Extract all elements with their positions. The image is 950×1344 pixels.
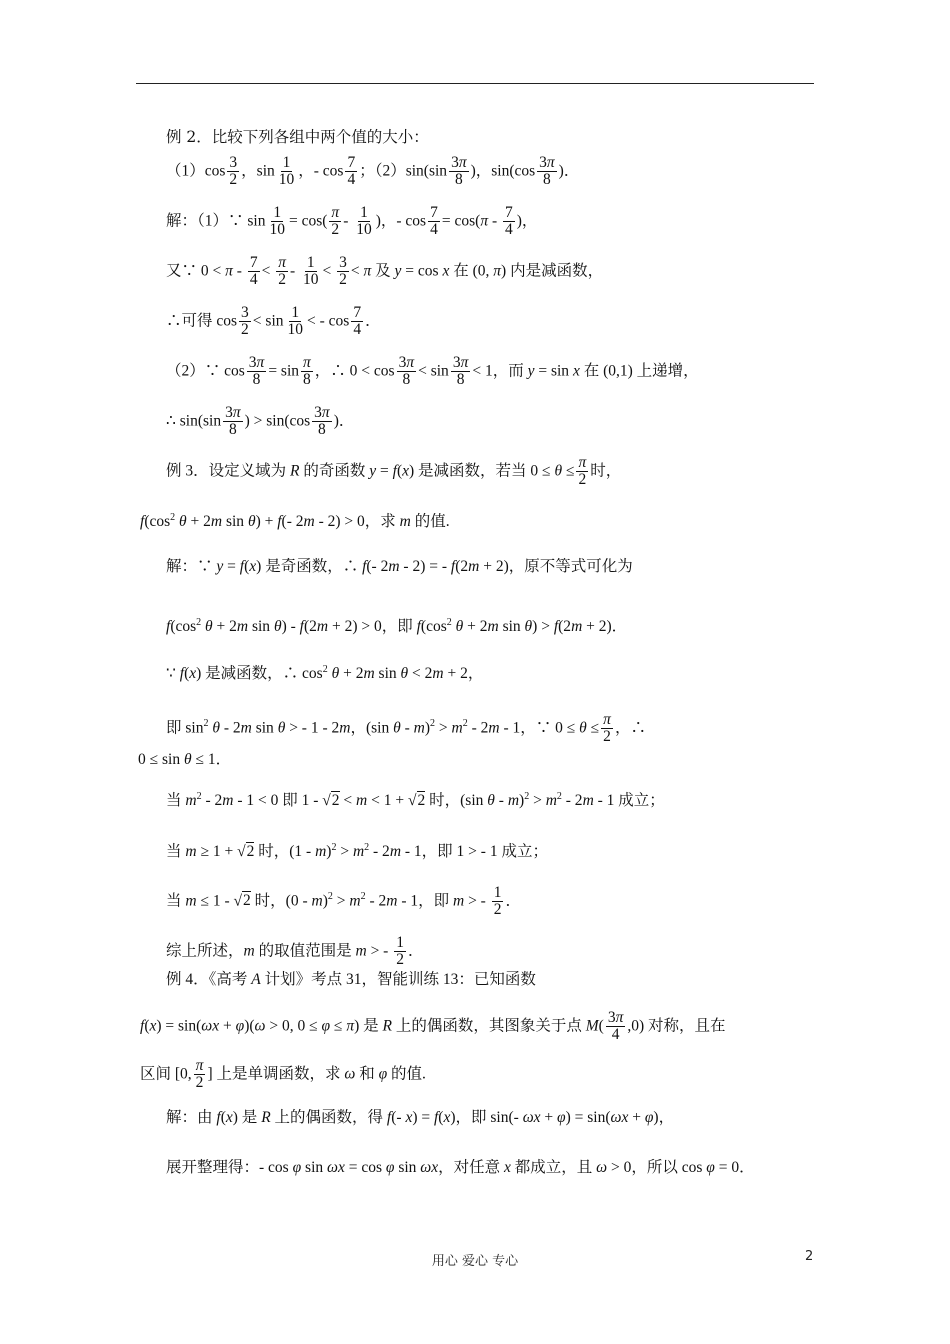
footer-slogan: 用心 爱心 专心	[431, 1254, 519, 1269]
ex3-solution-4: 即 $\sin^2 \theta - 2m$ sin θ > - 1 - 2m，(sin $\theta - m)^2 > m^2 - 2m - 1$，∵ 0 ≤ θ ≤ $\frac{\pi}{2}$ ，∴	[166, 711, 646, 746]
header-rule	[136, 83, 814, 84]
ex3-title: 例 3．设定义域为 R 的奇函数 y = f(x) 是减函数，若当 0 ≤ θ ≤ $\frac{\pi}{2}$ 时，	[166, 454, 622, 489]
ex2-solution-2: 又∵ 0 < π - $\frac{7}{4}$ < $\frac{\pi}{2}$ - $\frac{1}{10}$ < $\frac{3}{2}$ < π 及 y = cos x 在 (0, π) 内是减函数，	[166, 254, 604, 289]
ex4-condition-2: 区间 [0, $\frac{\pi}{2}$ ] 上是单调函数，求 ω 和 φ 的值.	[140, 1057, 426, 1092]
ex2-solution-3: ∴可得 cos $\frac{3}{2}$ < sin $\frac{1}{10}$ < - cos $\frac{7}{4}$ ．	[166, 304, 381, 339]
ex3-solution-5: 0 ≤ sin θ ≤ 1．	[138, 751, 232, 768]
ex3-solution-3: ∵ f(x) 是减函数，∴ $\cos^2 \theta + 2m$ sin θ < 2m + 2，	[166, 664, 484, 683]
ex4-solution-1: 解：由 f(x) 是 R 上的偶函数，得 f(- x) = f(x)，即 sin(- ωx + φ) = sin(ωx + φ)，	[166, 1109, 675, 1126]
ex2-title: 例 2．比较下列各组中两个值的大小：	[166, 128, 429, 146]
ex3-solution-8: 当 m ≤ 1 - √2 时，$(0 - m)^2 > m^2 - 2m - 1$，即 m > - $\frac{1}{2}$ ．	[166, 884, 521, 919]
ex4-solution-2: 展开整理得：- cos φ sin ωx = cos φ sin ωx，对任意 x 都成立，且 ω > 0，所以 cos φ = 0．	[166, 1159, 755, 1176]
ex4-title: 例 4．《高考 A 计划》考点 31，智能训练 13：已知函数	[166, 971, 536, 988]
ex2-items: （1）cos $\frac{3}{2}$ ，sin $\frac{1}{10}$ ，- cos $\frac{7}{4}$ ；（2）sin(sin $\frac{3\pi}{8}$ )，sin(cos $\frac{3\pi}{8}$ )．	[166, 154, 580, 189]
ex3-solution-7: 当 m ≥ 1 + √2 时，$(1 - m)^2 > m^2 - 2m - 1$，即 1 > - 1 成立；	[166, 842, 548, 861]
ex4-condition-1: f(x) = sin(ωx + φ)(ω > 0, 0 ≤ φ ≤ π) 是 R 上的偶函数，其图象关于点 M( $\frac{3\pi}{4}$ ,0) 对称，且在	[140, 1009, 726, 1044]
ex3-solution-1: 解：∵ y = f(x) 是奇函数，∴ f(- 2m - 2) = - f(2m + 2)，原不等式可化为	[166, 558, 633, 575]
page-number: 2	[805, 1249, 814, 1264]
ex2-solution-5: ∴ sin(sin $\frac{3\pi}{8}$ ) > sin(cos $\frac{3\pi}{8}$ )．	[166, 404, 355, 439]
ex3-solution-2: $f(\cos^2$ θ + 2m sin θ) - f(2m + 2) > 0，即 $f(\cos^2$ θ + 2m sin θ) > f(2m + 2)．	[166, 617, 628, 636]
ex2-solution-1: 解：（1）∵ sin $\frac{1}{10}$ = cos( $\frac{\pi}{2}$ - $\frac{1}{10}$ )，- cos $\frac{7}{4}$ = cos(π - $\frac{7}{4}$ )，	[166, 204, 538, 239]
ex3-solution-6: 当 $m^2 - 2m - 1 < 0$ 即 1 - √2 < m < 1 + √2 时，(sin $\theta - m)^2 > m^2 - 2m - 1$ 成立；	[166, 791, 665, 810]
ex3-condition: $f(\cos^2$ θ + 2m sin θ) + f(- 2m - 2) > 0，求 m 的值.	[140, 512, 450, 531]
ex2-solution-4: （2）∵ cos $\frac{3\pi}{8}$ = sin $\frac{\pi}{8}$ ，∴ 0 < cos $\frac{3\pi}{8}$ < sin $\frac{3\pi}{8}$ < 1，而 y = sin x 在 (0,1) 上递增，	[166, 354, 699, 389]
ex3-solution-9: 综上所述，m 的取值范围是 m > - $\frac{1}{2}$ ．	[166, 934, 424, 969]
